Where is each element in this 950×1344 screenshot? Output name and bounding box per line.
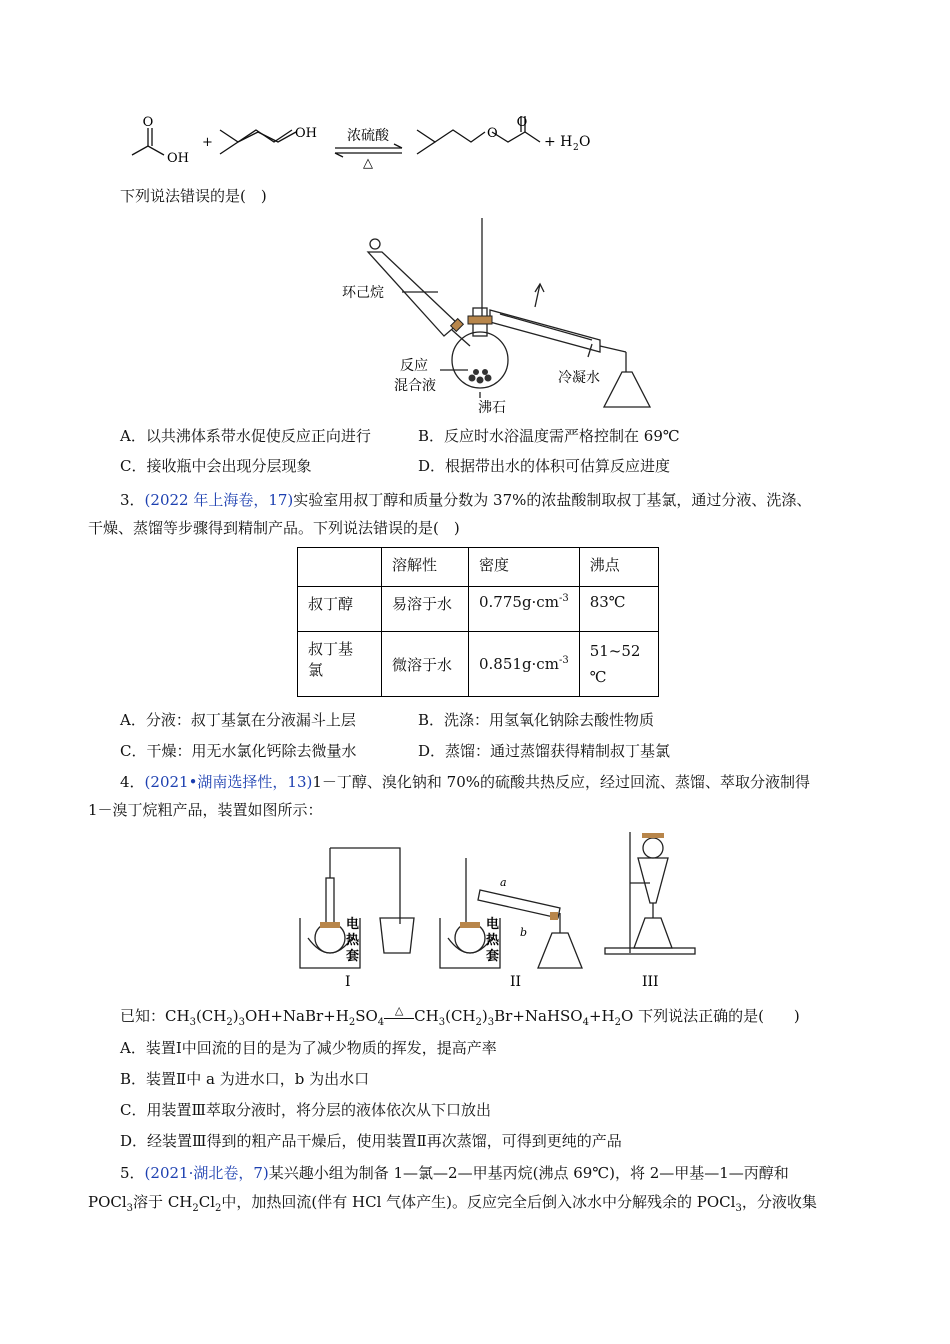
q3-option-c: C．干燥：用无水氯化钙除去微量水 [120,742,357,760]
q3-option-b: B．洗涤：用氢氧化钠除去酸性物质 [418,711,655,729]
label-boiling-stone: 沸石 [478,400,506,416]
cell-bp: 83℃ [579,587,658,632]
label-cool-water: 冷凝水 [558,370,600,386]
cell-solubility: 微溶于水 [382,632,469,697]
cell-bp: 51~52 ℃ [579,632,658,697]
table-header-row [298,548,659,587]
q3-number: 3． [120,491,145,509]
ester-carbonyl-o: O [516,115,528,130]
header-cell: 沸点 [579,548,658,587]
q3-stem2: 干燥、蒸馏等步骤得到精制产品。下列说法错误的是( ) [88,519,460,537]
q4-source: (2021•湖南选择性，13) [144,773,313,791]
catalyst-label: 浓硫酸 [347,128,389,144]
label-mix1: 反应 [400,358,428,374]
q2-option-d: D．根据带出水的体积可估算反应进度 [418,457,671,475]
stopper-I [320,922,340,928]
header-cell: 密度 [469,548,580,587]
q4-option-c: C．用装置Ⅲ萃取分液时，将分层的液体依次从下口放出 [120,1101,491,1119]
q3-option-d: D．蒸馏：通过蒸馏获得精制叔丁基氯 [418,742,671,760]
q3-stem1: 实验室用叔丁醇和质量分数为 37%的浓盐酸制取叔丁基氯，通过分液、洗涤、 [293,491,812,509]
q4-stem1: 1－丁醇、溴化钠和 70%的硫酸共热反应，经过回流、蒸馏、萃取分液制得 [312,773,811,791]
header-cell: 溶解性 [382,548,469,587]
label-cyclohexane: 环己烷 [342,285,384,301]
boiling-stones [469,369,492,384]
q5-number: 5． [120,1164,145,1182]
heater-II-2: 热 [486,933,500,948]
stopper-III [642,833,664,838]
q2-option-b: B．反应时水浴温度需严格控制在 69℃ [418,427,680,445]
q2-option-c: C．接收瓶中会出现分层现象 [120,457,312,475]
reaction-scheme [120,110,620,170]
q5-stem1: 某兴趣小组为制备 1—氯—2—甲基丙烷(沸点 69℃)，将 2—甲基—1—丙醇和 [268,1164,789,1182]
label-II: II [510,974,522,990]
table-row [298,587,659,632]
water-plus: + H [544,134,573,150]
header-cell [298,548,382,587]
ester-o: O [487,126,498,141]
q5-line1 [120,1163,789,1183]
heat-symbol: △ [363,156,373,170]
q4-line1 [120,772,810,792]
q2-option-a: A．以共沸体系带水促使反应正向进行 [120,427,371,445]
water-sub: 2 [573,143,579,153]
q2-apparatus-svg [330,212,660,418]
cell-density: $0.775g\cdot cm^{-3}$ [469,587,580,632]
q2-stem: 下列说法错误的是( ) [120,187,267,205]
q4-number: 4． [120,773,145,791]
table-row [298,632,659,697]
label-III: III [642,974,659,990]
q5-line2: POCl$_3$溶于 $CH_2Cl_2$中，加热回流(伴有 HCl 气体产生)。反应完全后倒入冰水中分解残余的 POCl$_3$，分液收集 [88,1193,817,1214]
q5-source: (2021·湖北卷，7) [144,1164,269,1182]
q3-source: (2022 年上海卷，17) [144,491,294,509]
cell-name: 叔丁基 氯 [298,632,382,697]
stopper-II [460,922,480,928]
stopper-II-end [550,912,558,920]
q4-known-equation: 已知：$CH_3(CH_2)_3OH+NaBr+H_2SO_4\triangle$ $CH_3(CH_2)_3Br+NaHSO_4+H_2O$ 下列说法正确的是( ) [120,1004,800,1028]
acid-o: O [142,115,154,130]
stopper [468,316,492,324]
q2-apparatus-figure [330,212,660,418]
label-mix2: 混合液 [394,378,436,394]
label-b: b [520,926,528,939]
q3-line1 [120,490,811,510]
cell-density: $0.851g\cdot cm^{-3}$ [469,632,580,697]
q3-option-a: A．分液：叔丁基氯在分液漏斗上层 [120,711,356,729]
reaction-svg [120,110,620,170]
plus-1: + [202,135,213,150]
q4-apparatus-svg [290,828,700,994]
q4-option-a: A．装置Ⅰ中回流的目的是为了减少物质的挥发，提高产率 [120,1039,497,1057]
cell-solubility: 易溶于水 [382,587,469,632]
cell-name: 叔丁醇 [298,587,382,632]
acid-oh: OH [167,151,189,166]
q4-stem2: 1－溴丁烷粗产品，装置如图所示： [88,801,323,819]
q4-option-b: B．装置Ⅱ中 a 为进水口，b 为出水口 [120,1070,370,1088]
q4-apparatus-figure [290,828,700,994]
label-a: a [500,876,507,889]
q3-property-table [297,547,659,697]
q4-option-d: D．经装置Ⅲ得到的粗产品干燥后，使用装置Ⅱ再次蒸馏，可得到更纯的产品 [120,1132,622,1150]
heat-arrow: △ [384,1006,414,1019]
heater-I-3: 套 [346,949,360,964]
heater-II-1: 电 [486,917,500,932]
water-o: O [579,134,591,150]
heater-II-3: 套 [486,949,500,964]
alcohol-oh: OH [295,126,317,141]
heater-I-2: 热 [346,933,360,948]
heater-I-1: 电 [346,917,360,932]
label-I: I [345,974,351,990]
